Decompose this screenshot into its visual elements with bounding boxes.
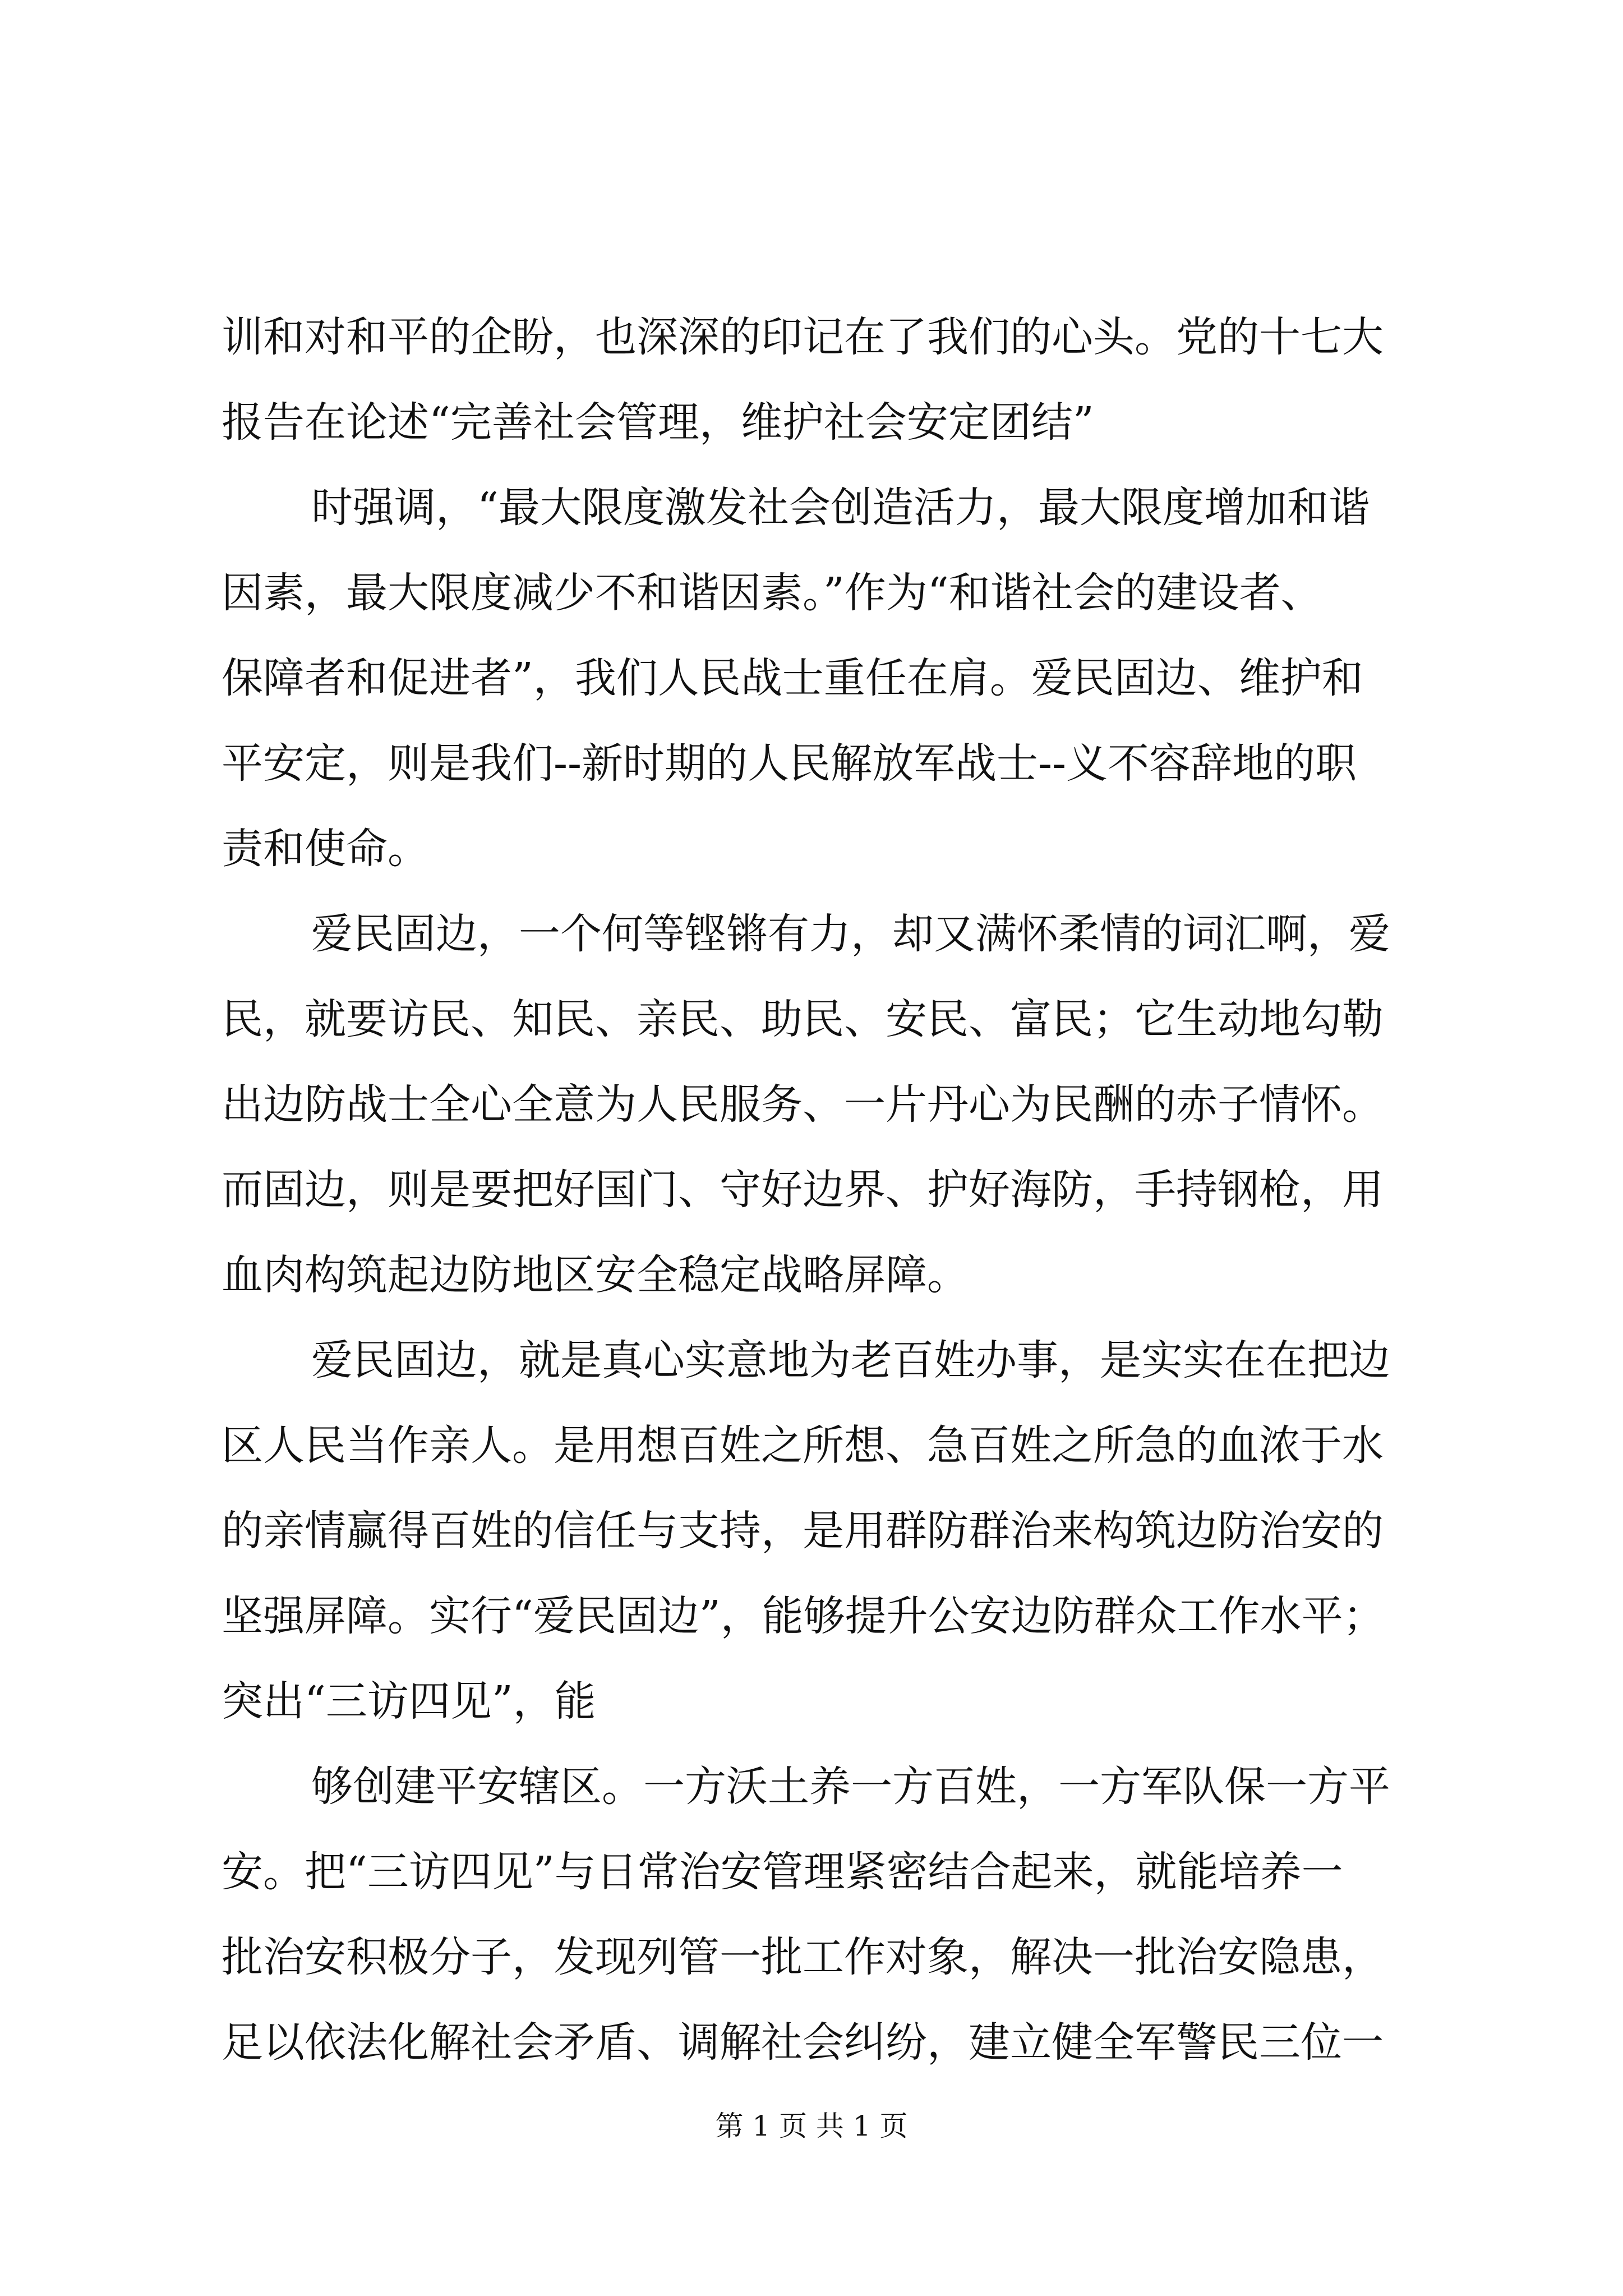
text-line: 保障者和促进者”，我们人民战士重任在肩。爱民固边、维护和 — [222, 654, 1363, 702]
text-line: 的亲情赢得百姓的信任与支持，是用群防群治来构筑边防治安的 — [222, 1507, 1384, 1555]
text-line: 报告在论述“完善社会管理，维护社会安定团结” — [222, 398, 1094, 447]
text-line: 安。把“三访四见”与日常治安管理紧密结合起来，就能培养一 — [222, 1848, 1343, 1896]
text-line: 突出“三访四见”，能 — [222, 1677, 596, 1726]
text-line: 平安定，则是我们--新时期的人民解放军战士--义不容辞地的职 — [222, 739, 1357, 788]
page-number-footer: 第 1 页 共 1 页 — [715, 2110, 908, 2142]
text-line: 血肉构筑起边防地区安全稳定战略屏障。 — [222, 1251, 969, 1299]
paragraph-start-line: 够创建平安辖区。一方沃土养一方百姓，一方军队保一方平 — [311, 1763, 1390, 1811]
paragraph-start-line: 时强调，“最大限度激发社会创造活力，最大限度增加和谐 — [311, 484, 1370, 532]
text-line: 民，就要访民、知民、亲民、助民、安民、富民；它生动地勾勒 — [222, 995, 1384, 1043]
paragraph-start-line: 爱民固边，就是真心实意地为老百姓办事，是实实在在把边 — [311, 1336, 1390, 1384]
text-line: 区人民当作亲人。是用想百姓之所想、急百姓之所急的血浓于水 — [222, 1421, 1384, 1470]
text-line: 足以依法化解社会矛盾、调解社会纠纷，建立健全军警民三位一 — [222, 2018, 1384, 2067]
text-line: 因素，最大限度减少不和谐因素。”作为“和谐社会的建设者、 — [222, 569, 1322, 617]
text-line: 责和使命。 — [222, 825, 429, 873]
text-line: 出边防战士全心全意为人民服务、一片丹心为民酬的赤子情怀。 — [222, 1080, 1384, 1129]
text-line: 而固边，则是要把好国门、守好边界、护好海防，手持钢枪，用 — [222, 1166, 1384, 1214]
paragraph-start-line: 爱民固边，一个何等铿锵有力，却又满怀柔情的词汇啊，爱 — [311, 910, 1390, 958]
text-line: 批治安积极分子，发现列管一批工作对象，解决一批治安隐患， — [222, 1933, 1384, 1981]
text-line: 训和对和平的企盼，也深深的印记在了我们的心头。党的十七大 — [222, 313, 1384, 361]
text-line: 坚强屏障。实行“爱民固边”，能够提升公安边防群众工作水平； — [222, 1592, 1385, 1640]
body-text — [222, 295, 1422, 2085]
